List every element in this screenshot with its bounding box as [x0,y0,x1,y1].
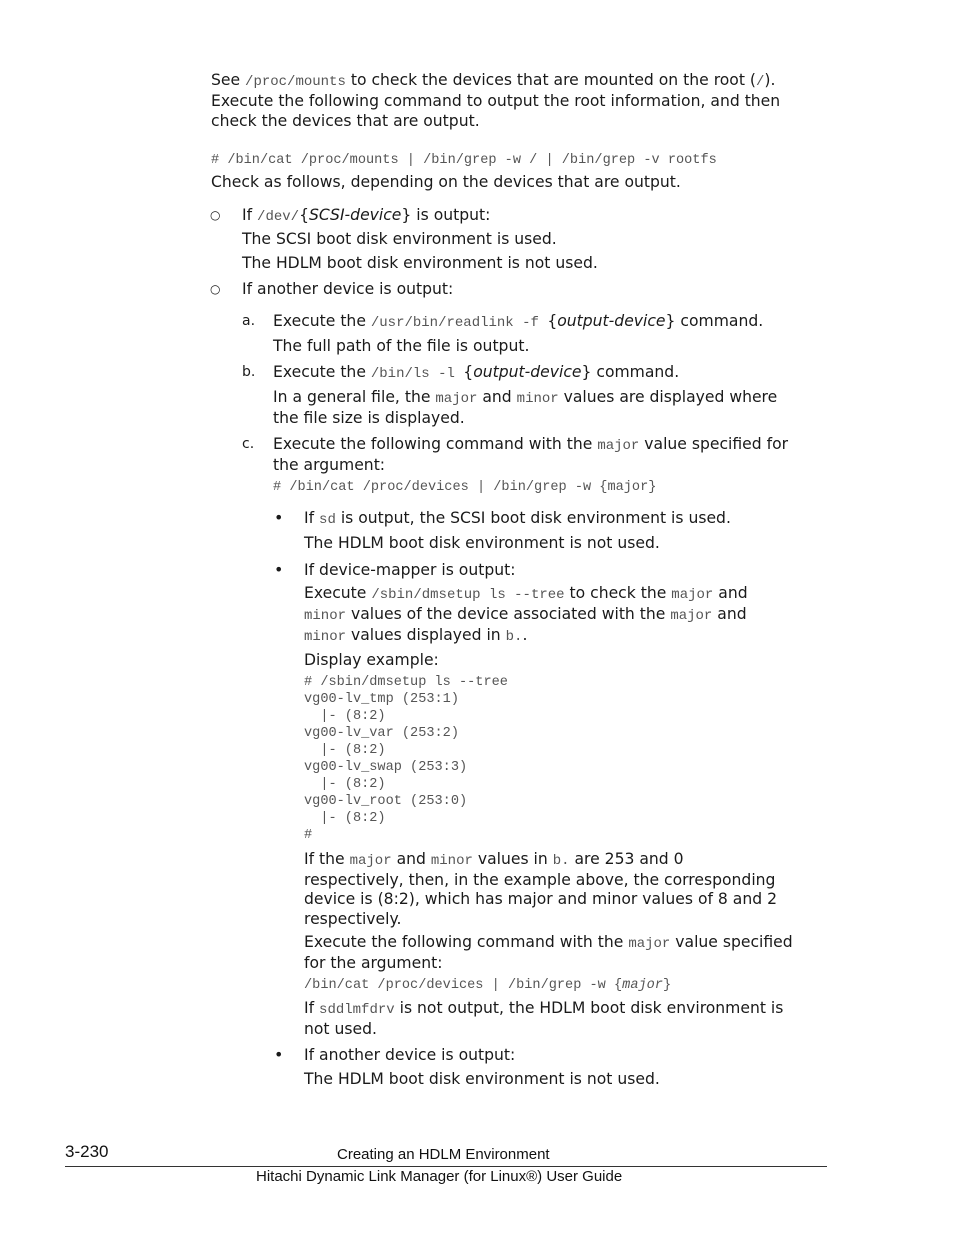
page-number: 3-230 [65,1142,109,1161]
footer-section-title: Creating an HDLM Environment [337,1146,550,1163]
intro-line-3: check the devices that are output. [211,112,480,130]
other-device-bullet-line-2: The HDLM boot disk environment is not used. [304,1070,660,1088]
dot-bullet: • [274,508,284,527]
step-a-text: Execute the /usr/bin/readlink -f {output-device} command. [273,312,764,331]
step-c-text: Execute the following command with the major value specified for [273,435,789,454]
execute-major-line-1: Execute the following command with the major value specified [304,933,793,952]
sddlmfdrv-line-1: If sddlmfdrv is not output, the HDLM boot disk environment is [304,999,784,1018]
other-device-item: If another device is output: [242,280,454,298]
scsi-item-line-2: The SCSI boot disk environment is used. [242,230,557,248]
dmsetup-line-1: Execute /sbin/dmsetup ls --tree to check the major and [304,584,748,603]
step-a-line-2: The full path of the file is output. [273,337,530,355]
dot-bullet: • [274,1045,284,1064]
sd-item-line-2: The HDLM boot disk environment is not used. [304,534,660,552]
dmsetup-line-3: minor values displayed in b.. [304,626,528,645]
explanation-line-1: If the major and minor values in b. are 253 and 0 [304,850,684,869]
step-label-c: c. [242,436,255,452]
circle-bullet: ○ [210,282,221,296]
step-label-b: b. [242,364,256,380]
explanation-line-2: respectively, then, in the example above, the corresponding [304,871,776,889]
scsi-item-line-3: The HDLM boot disk environment is not used. [242,254,598,272]
step-b-text: Execute the /bin/ls -l {output-device} command. [273,363,680,382]
sddlmfdrv-line-2: not used. [304,1020,377,1038]
step-b-line-3: the file size is displayed. [273,409,465,427]
sd-item: If sd is output, the SCSI boot disk environment is used. [304,509,731,528]
mounts-command: # /bin/cat /proc/mounts | /bin/grep -w / | /bin/grep -v rootfs [211,153,717,168]
other-device-bullet: If another device is output: [304,1046,516,1064]
device-mapper-item: If device-mapper is output: [304,561,516,579]
intro-line-2: Execute the following command to output the root information, and then [211,92,781,110]
footer-book-title: Hitachi Dynamic Link Manager (for Linux®) User Guide [256,1168,623,1185]
explanation-line-3: device is (8:2), which has major and minor values of 8 and 2 [304,890,778,908]
circle-bullet: ○ [210,208,221,222]
display-example-label: Display example: [304,651,439,669]
devices-major-command: /bin/cat /proc/devices | /bin/grep -w {major} [304,978,672,993]
scsi-device-item: If /dev/{SCSI-device} is output: [242,206,491,225]
intro-line-1: See /proc/mounts to check the devices that are mounted on the root (/). [211,71,776,90]
dmsetup-line-2: minor values of the device associated with the major and [304,605,747,624]
step-c-line-2: the argument: [273,456,386,474]
footer-divider [65,1166,827,1167]
devices-command: # /bin/cat /proc/devices | /bin/grep -w {major} [273,480,657,495]
execute-major-line-2: for the argument: [304,954,443,972]
dmsetup-example-output: # /sbin/dmsetup ls --tree vg00-lv_tmp (253:1) |- (8:2) vg00-lv_var (253:2) |- (8:2) vg00-lv_swap (253:3) |- (8:2) vg00-lv_root (253:0) |- (8:2) # [304,675,508,843]
step-label-a: a. [242,313,256,329]
step-b-line-2: In a general file, the major and minor values are displayed where [273,388,778,407]
check-text: Check as follows, depending on the devices that are output. [211,173,681,191]
dot-bullet: • [274,560,284,579]
explanation-line-4: respectively. [304,910,402,928]
